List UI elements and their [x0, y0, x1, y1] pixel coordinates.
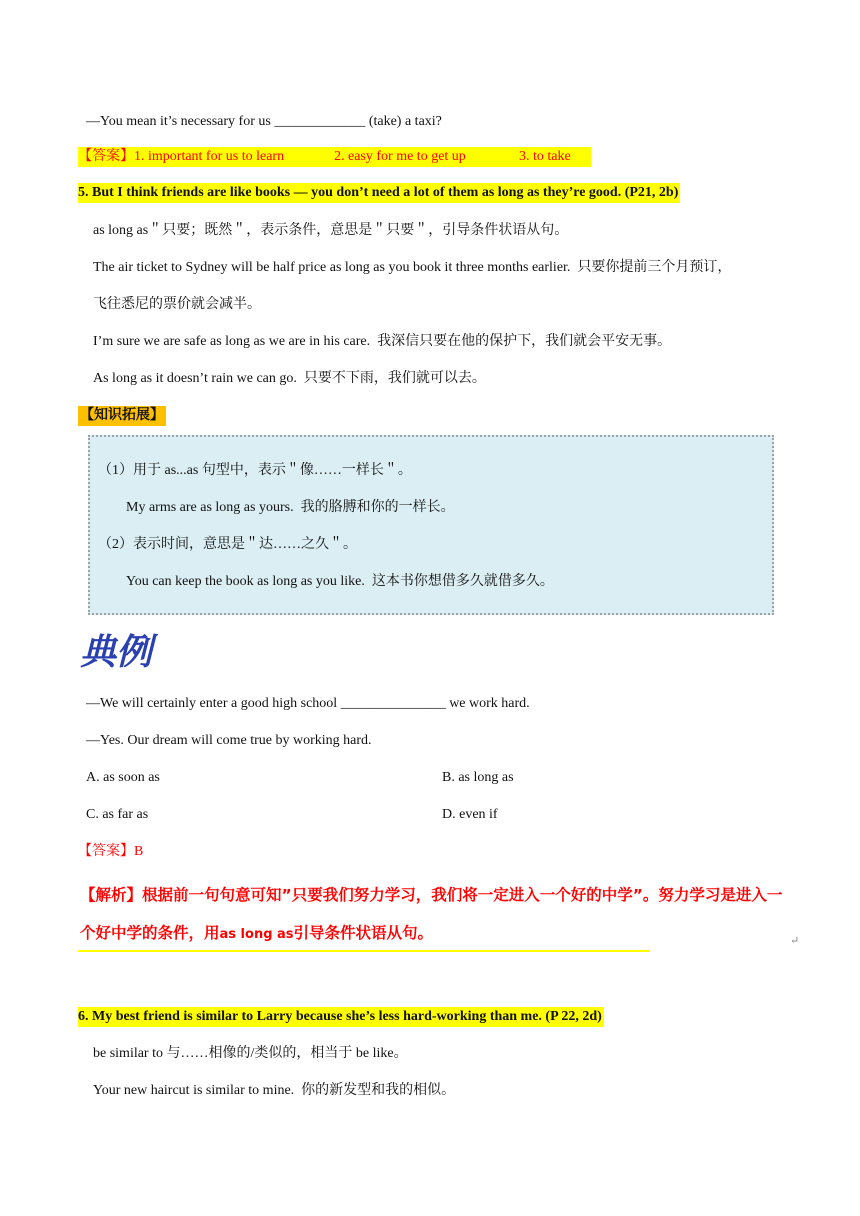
section6-example-chinese: 你的新发型和我的相似。 [301, 1083, 456, 1098]
paragraph-return-mark: ↵ [790, 935, 800, 947]
example-question-line-2: —Yes. Our dream will come true by working hard. [86, 733, 372, 748]
option-d: D. even if [442, 807, 498, 822]
answer-item-3: 3. to take [519, 149, 571, 164]
analysis-keyword: as long as [219, 927, 294, 942]
section5-example-2 [93, 332, 671, 352]
expand-point-1: （1）用于 as...as 句型中，表示＂像……一样长＂。 [98, 463, 412, 478]
option-c: C. as far as [86, 807, 149, 822]
answer-item-1: 1. important for us to learn [134, 149, 285, 164]
point-2-chinese: 这本书你想借多久就借多久。 [371, 574, 554, 589]
example-3-english: As long as it doesn’t rain we can go. [93, 371, 297, 386]
section5-example-1 [93, 258, 731, 278]
q4-answer-row [78, 147, 591, 167]
stamp-text: 典例 [80, 631, 153, 672]
analysis-line-1: 【解析】根据前一句句意可知”只要我们努力学习，我们将一定进入一个好的中学”。努力学习是进入一 [80, 886, 783, 904]
section6-heading: 6. My best friend is similar to Larry because she’s less hard-working than me. (P 22, 2d) [78, 1007, 604, 1027]
expand-point-1-example [126, 498, 455, 518]
example-2-english: I’m sure we are safe as long as we are in his care. [93, 334, 371, 349]
analysis-part-1: 个好中学的条件，用 [80, 924, 220, 942]
section5-definition: as long as＂只要；既然＂，表示条件，意思是＂只要＂，引导条件状语从句。 [93, 223, 569, 238]
answer-item-2: 2. easy for me to get up [334, 149, 466, 164]
example-3-chinese: 只要不下雨，我们就可以去。 [303, 371, 486, 386]
point-1-chinese: 我的胳膊和你的一样长。 [300, 500, 455, 515]
example-1-english: The air ticket to Sydney will be half price as long as you book it three months earlier. [93, 260, 571, 275]
section5-heading: 5. But I think friends are like books — you don’t need a lot of them as long as they’re good. (P21, 2b) [78, 183, 680, 203]
point-1-english: My arms are as long as yours. [126, 500, 294, 515]
option-b: B. as long as [442, 770, 514, 785]
expand-point-2-example [126, 572, 554, 592]
section6-example-1 [93, 1081, 455, 1101]
section6-definition: be similar to 与……相像的/类似的，相当于 be like。 [93, 1046, 408, 1061]
answer-tag: 【答案】 [78, 149, 134, 164]
expand-box [88, 435, 774, 615]
expand-point-2: （2）表示时间，意思是＂达……之久＂。 [98, 537, 357, 552]
section6-example-english: Your new haircut is similar to mine. [93, 1083, 295, 1098]
example-answer: 【答案】B [78, 844, 144, 859]
analysis-part-2: 引导条件状语从句。 [293, 924, 434, 942]
example-2-chinese: 我深信只要在他的保护下，我们就会平安无事。 [377, 334, 672, 349]
example-stamp-logo [78, 626, 168, 672]
example-1-chinese-a: 只要你提前三个月预订， [577, 260, 732, 275]
example-1-chinese-b: 飞往悉尼的票价就会减半。 [93, 297, 261, 312]
analysis-line-2 [80, 914, 800, 954]
option-a: A. as soon as [86, 770, 160, 785]
example-question-line-1: —We will certainly enter a good high school _______________ we work hard. [86, 696, 530, 711]
section5-example-3 [93, 369, 486, 389]
expand-tag: 【知识拓展】 [78, 406, 166, 426]
analysis-text [80, 876, 800, 954]
q4-question-line: —You mean it’s necessary for us _____________ (take) a taxi? [86, 114, 442, 129]
analysis-block [78, 876, 783, 952]
point-2-english: You can keep the book as long as you like. [126, 574, 365, 589]
